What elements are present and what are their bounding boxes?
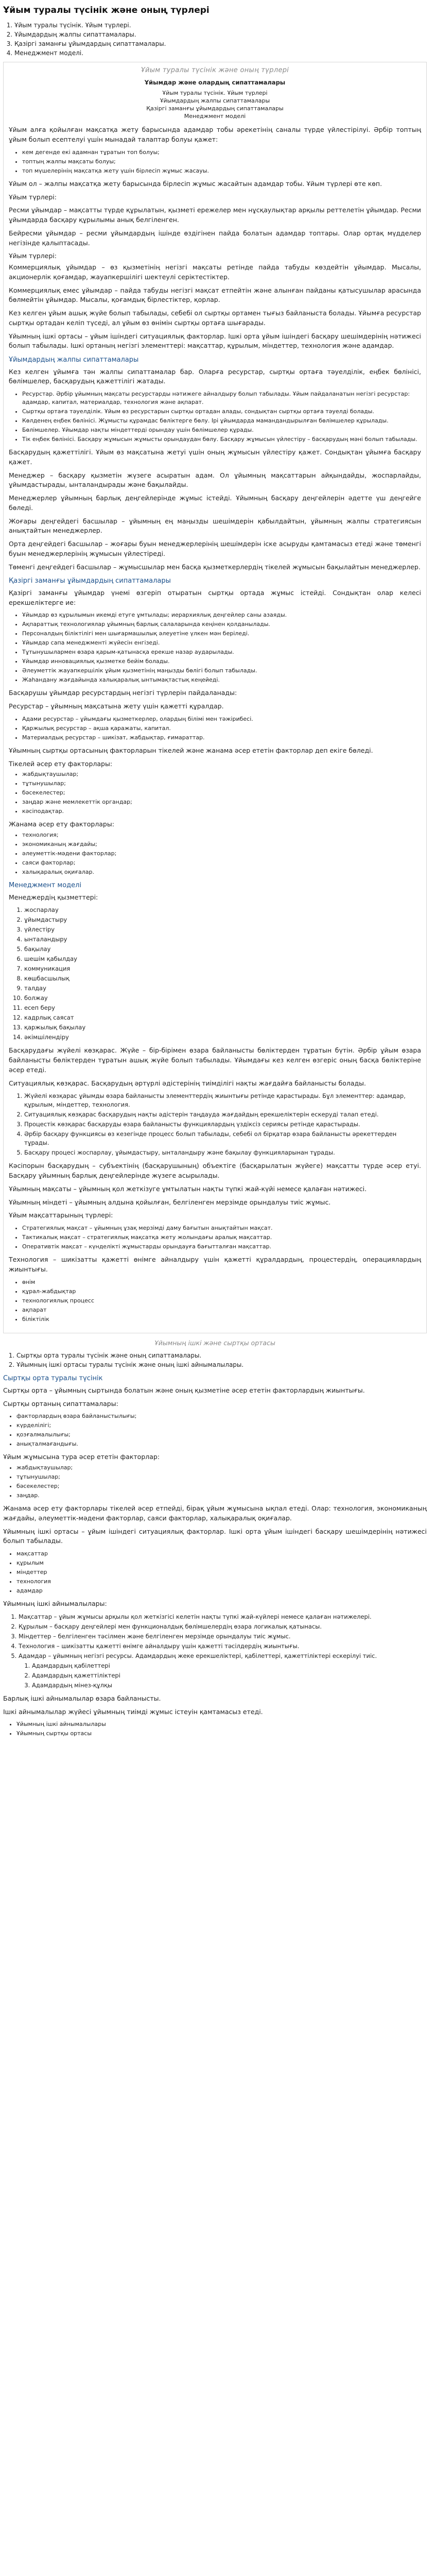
toc-item: 3. Қазіргі заманғы ұйымдардың сипаттамалары. [14,39,427,48]
list-item: • Ұйымдар өз құрылымын икемді етуге ұмтылады; иерархиялық деңгейлер саны азаяды. [22,611,421,619]
list-item: 4. Әрбір басқару функциясы өз кезегінде процесс болып табылады, себебі ол бірқатар өзара байланысты әрекеттерден тұрады. [24,1130,421,1147]
list-item: • Көлденең еңбек бөлінісі. Жұмысты құрамдас бөліктерге бөлу. Ірі ұйымдарда мамандандырылған бөлімшелер құрылады. [22,417,421,425]
list-item: • құрылым [16,1559,427,1567]
paragraph: Коммерциялық ұйымдар – өз қызметінің негізгі мақсаты ретінде пайда табуды көздейтін ұйымдар. Мысалы, акционерлік қоғамдар, жауапкершілігі шектеулі серіктестіктер. [9,263,421,281]
paragraph: Ресми ұйымдар – мақсатты түрде құрылатын, қызметі ережелер мен нұсқаулықтар арқылы реттелетін ұйымдар. Ресми ұйымдарда басқару құрылымы анық белгіленген. [9,206,421,224]
bullet-list [3,1550,427,1595]
list-item: 3. Міндеттер – белгіленген тәсілмен және белгіленген мерзімде орындалуы тиіс жұмыс. [19,1632,427,1641]
list-item: 1. Адамдардың қабілеттері [32,1662,427,1670]
list-item: • халықаралық оқиғалар. [22,868,421,876]
section-divider-title: Ұйымның ішкі және сыртқы ортасы [154,1338,275,1347]
paragraph: Барлық ішкі айнымалылар өзара байланысты. [3,1694,161,1702]
list-item: • қозғалмалылығы; [16,1431,427,1439]
paragraph: Ұйымның ішкі айнымалылары: [3,1600,107,1607]
list-item: 11. есеп беру [24,1004,421,1012]
bullet-list [9,148,421,175]
numbered-list [9,906,421,1042]
list-item: • Бөлімшелер. Ұйымдар нақты міндеттерді орындау үшін бөлімшелер құрады. [22,426,421,434]
list-item: 13. қаржылық бақылау [24,1023,421,1032]
list-item: • жабдықтаушылар; [16,1464,427,1472]
list-item: • экономиканың жағдайы; [22,840,421,849]
paragraph: Ұйымның сыртқы ортасының факторларын тікелей және жанама әсер ететін факторлар деп екіге бөледі. [9,746,373,754]
paragraph: Ұйымның ішкі ортасы – ұйым ішіндегі ситуациялық факторлар. Ішкі орта ұйым ішіндегі басқару шешімдерінің нәтижесі болып табылады. Ішкі ортаның негізгі элементтері: мақсаттар, құрылым, міндеттер, технология және адамдар. [9,332,421,350]
list-item: • тұтынушылар; [22,779,421,788]
list-item: 14. әкімшілендіру [24,1033,421,1042]
list-item: • заңдар. [16,1492,427,1500]
list-item: 2. Құрылым – басқару деңгейлері мен функционалдық бөлімшелердің өзара логикалық қатынасы. [19,1622,427,1631]
paragraph: Жанама әсер ету факторлары тікелей әсер етпейді, бірақ ұйым жұмысына ықпал етеді. Олар: технология, экономиканың жағдайы, әлеуметтік-мәдени факторлар, саяси факторлар, халықаралық оқиғалар. [3,1504,427,1522]
list-item: • біліктілік [22,1315,421,1324]
list-item: • Адами ресурстар – ұйымдағы қызметкерлер, олардың білімі мен тәжірибесі. [22,715,421,723]
list-item: • заңдар және мемлекеттік органдар; [22,798,421,806]
paragraph: Ұйымның ішкі ортасы – ұйым ішіндегі ситуациялық факторлар. Ішкі орта ұйым ішіндегі басқару шешімдерінің нәтижесі болып табылады. [3,1527,427,1545]
list-item: • Тұтынушылармен өзара қарым-қатынасқа ерекше назар аударылады. [22,648,421,656]
section-heading: Менеджмент моделі [9,882,82,889]
table-of-contents [3,21,427,58]
list-item: 1. Мақсаттар – ұйым жұмысы арқылы қол жеткізгісі келетін нақты түпкі жай-күйлері немесе қалаған нәтижелері. [19,1613,427,1621]
bullet-list [9,1224,421,1251]
paragraph: Сыртқы орта – ұйымның сыртында болатын және оның қызметіне әсер ететін факторлардың жиынтығы. [3,1386,365,1394]
list-item: 2. ұйымдастыру [24,916,421,924]
paragraph: Коммерциялық емес ұйымдар – пайда табуды негізгі мақсат етпейтін және алынған пайданы қатысушылар арасында бөлмейтін ұйымдар. Мысалы, қоғамдық бірлестіктер, қорлар. [9,286,421,304]
list-item: • Әлеуметтік жауапкершілік ұйым қызметінің маңызды бөлігі болып табылады. [22,667,421,675]
paragraph: Менеджер – басқару қызметін жүзеге асыратын адам. Ол ұйымның мақсаттарын айқындайды, жоспарлайды, ұйымдастырады, ынталандырады және бақылайды. [9,471,421,489]
section-heading: Қазіргі заманғы ұйымдардың сипаттамалары [9,577,171,585]
paragraph: Сыртқы ортаның сипаттамалары: [3,1399,118,1408]
bullet-list [9,1278,421,1324]
paragraph: Технология – шикізатты қажетті өнімге айналдыру үшін қажетті құралдардың, процестердің, операциялардың жиынтығы. [9,1256,421,1273]
bullet-list [9,770,421,816]
list-item: • факторлардың өзара байланыстылығы; [16,1412,427,1420]
list-item: • ақпарат [22,1306,421,1314]
list-item: • бәсекелестер; [16,1482,427,1490]
list-item: 5. бақылау [24,945,421,954]
list-item: 7. коммуникация [24,964,421,973]
plan-item: Ұйымдардың жалпы сипаттамалары [160,97,270,105]
list-item: • Қаржылық ресурстар – ақша қаражаты, капитал. [22,724,421,733]
list-item: • технология [16,1578,427,1586]
list-item: • Ақпараттық технологиялар ұйымның барлық салаларында кеңінен қолданылады. [22,620,421,629]
numbered-list [9,1092,421,1157]
paragraph: Кез келген ұйымға тән жалпы сипаттамалар бар. Оларға ресурстар, сыртқы ортаға тәуелділік, еңбек бөлінісі, бөлімшелер, басқарудың қажеттілігі жатады. [9,367,421,385]
list-item: • Ұйымдар сапа менеджменті жүйесін енгізеді. [22,639,421,647]
paragraph: Ұйым түрлері: [9,193,57,201]
section-heading: Сыртқы орта туралы түсінік [3,1375,103,1383]
bullet-list [9,831,421,876]
section-heading: Жанама әсер ету факторлары: [9,820,114,828]
list-item: • Ұйымның сыртқы ортасы [16,1730,427,1738]
list-item: • Тактикалық мақсат – стратегиялық мақсатқа жету жолындағы аралық мақсаттар. [22,1233,421,1242]
list-item: • міндеттер [16,1568,427,1577]
list-item: • мақсаттар [16,1550,427,1558]
list-item: • адамдар [16,1587,427,1595]
list-item: • технология; [22,831,421,839]
section-heading: Ұйым жұмысына тура әсер ететін факторлар: [3,1453,160,1461]
paragraph: Ұйым ол – жалпы мақсатқа жету барысында бірлесіп жұмыс жасайтын адамдар тобы. Ұйым түрлері өте көп. [9,179,382,188]
list-item: 9. талдау [24,984,421,993]
paragraph: Ресурстар – ұйымның мақсатына жету үшін қажетті құралдар. [9,702,224,710]
list-item: 10. болжау [24,994,421,1003]
list-item [19,1652,427,1690]
list-item: 1. жоспарлау [24,906,421,914]
list-item: 5. Басқару процесі жоспарлау, ұйымдастыру, ынталандыру және бақылау функцияларынан тұрады. [24,1148,421,1157]
paragraph: Бейресми ұйымдар – ресми ұйымдардың ішінде өздігінен пайда болатын адамдар топтары. Олар ортақ мүдделер негізінде қалыптасады. [9,229,421,247]
paragraph: Менеджердің қызметтері: [9,893,98,901]
list-item: • топ мүшелерінің мақсатқа жету үшін бірлесіп жұмыс жасауы. [22,167,421,175]
paragraph: Ішкі айнымалылар жүйесі ұйымның тиімді жұмыс істеуін қамтамасыз етеді. [3,1707,263,1716]
list-item: 4. Технология – шикізатты қажетті өнімге айналдыру үшін қажетті тәсілдердің жиынтығы. [19,1642,427,1651]
lecture-block [3,62,427,1333]
paragraph: Ұйым мақсаттарының түрлері: [9,1211,113,1219]
list-item: • кәсіподақтар. [22,807,421,816]
list-item: • Жаһандану жағдайында халықаралық ынтымақтастық кеңейеді. [22,676,421,684]
list-item: • Оперативтік мақсат – күнделікті жұмыстарды орындауға бағытталған мақсаттар. [22,1243,421,1251]
bullet-list [3,1720,427,1738]
list-item: • бәсекелестер; [22,789,421,797]
paragraph: Төменгі деңгейдегі басшылар – жұмысшылар мен басқа қызметкерлердің тікелей жұмысын бақылайтын менеджерлер. [9,563,421,571]
section-heading: Ұйымдардың жалпы сипаттамалары [9,356,139,364]
list-item: • күрделілігі; [16,1421,427,1430]
nested-list [19,1662,427,1690]
list-item: • Ұйымның ішкі айнымалылары [16,1720,427,1728]
list-item: • құрал-жабдықтар [22,1287,421,1296]
list-item: 3. Адамдардың мінез-құлқы [32,1681,427,1690]
list-item: 8. көшбасшылық [24,974,421,983]
list-item: • Стратегиялық мақсат – ұйымның ұзақ мерзімді даму бағытын анықтайтын мақсат. [22,1224,421,1232]
list-item: • саяси факторлар; [22,859,421,867]
list-item: • тұтынушылар; [16,1473,427,1481]
plan-item: Ұйым туралы түсінік. Ұйым түрлері [162,90,268,97]
toc-item: 1. Ұйым туралы түсінік. Ұйым түрлері. [14,21,427,30]
paragraph: Орта деңгейдегі басшылар – жоғары буын менеджерлерінің шешімдерін іске асыруды қамтамасыз етеді және төменгі буын менеджерлерінің жұмысын үйлестіреді. [9,540,421,557]
paragraph: Кез келген ұйым ашық жүйе болып табылады, себебі ол сыртқы ортамен тығыз байланыста болады. Ұйымға ресурстар сыртқы ортадан келіп түседі, ал ұйым өз өнімін сыртқы ортаға шығарады. [9,309,421,327]
paragraph: Ұйымның мақсаты – ұйымның қол жеткізуге ұмтылатын нақты түпкі жай-күйі немесе қалаған нәтижесі. [9,1184,367,1193]
list-item: 3. үйлестіру [24,925,421,934]
list-item: • кем дегенде екі адамнан тұратын топ болуы; [22,148,421,157]
list-item: • өнім [22,1278,421,1286]
list-item: 4. ынталандыру [24,935,421,944]
list-item: • Ресурстар. Әрбір ұйымның мақсаты ресурстарды нәтижеге айналдыру болып табылады. Ұйым пайдаланатын негізгі ресурстар: адамдар, капитал, материалдар, технология және ақпарат. [22,390,421,406]
list-item: 3. Процестік көзқарас басқаруды өзара байланысты функциялардың үздіксіз сериясы ретінде қарастырады. [24,1120,421,1129]
list-item: • топтың жалпы мақсаты болуы; [22,158,421,166]
numbered-list [3,1613,427,1690]
block-plan-list [9,89,421,120]
paragraph: Басқарудың қажеттілігі. Ұйым өз мақсатына жетуі үшін оның жұмысын үйлестіру қажет. Сондықтан ұйымға басқару қажет. [9,448,421,466]
question-item: 1. Сыртқы орта туралы түсінік және оның сипаттамалары. [16,1351,427,1360]
paragraph: Басқарушы ұйымдар ресурстардың негізгі түрлерін пайдаланады: [9,689,237,697]
paragraph: Басқарудағы жүйелі көзқарас. Жүйе – бір-бірімен өзара байланысты бөліктерден тұратын бүтін. Әрбір ұйым өзара байланысты бөліктерден тұратын ашық жүйе болып табылады. Ұйымдағы кез келген өзгеріс оның басқа бөліктеріне әсер етеді. [9,1046,421,1074]
plan-item: Менеджмент моделі [184,113,246,120]
toc-item: 4. Менеджмент моделі. [14,48,427,58]
document-title: Ұйым туралы түсінік және оның түрлері [3,5,210,15]
list-item: • Сыртқы ортаға тәуелділік. Ұйым өз ресурстарын сыртқы ортадан алады, сондықтан сыртқы ортаға тәуелді болады. [22,408,421,416]
list-item: 2. Ситуациялық көзқарас басқарудың нақты әдістерін таңдауда жағдайдың ерекшеліктерін ескеруді талап етеді. [24,1110,421,1119]
paragraph: Қазіргі заманғы ұйымдар үнемі өзгеріп отыратын сыртқы ортада жұмыс істейді. Сондықтан олар келесі ерекшеліктерге ие: [9,588,421,606]
bullet-list [9,611,421,684]
list-item: 12. кадрлық саясат [24,1013,421,1022]
paragraph: Ситуациялық көзқарас. Басқарудың әртүрлі әдістерінің тиімділігі нақты жағдайға байланысты болады. [9,1079,367,1087]
paragraph: Жоғары деңгейдегі басшылар – ұйымның ең маңызды шешімдерін қабылдайтын, ұйымның жалпы стратегиясын анықтайтын менеджерлер. [9,517,421,535]
list-item: • Материалдық ресурстар – шикізат, жабдықтар, ғимараттар. [22,734,421,742]
paragraph: Ұйым алға қойылған мақсатқа жету барысында адамдар тобы әрекетінің саналы түрде үйлестірілуі. Әрбір топтың ұйым болып есептелуі үшін мынадай талаптар болуы қажет: [9,126,421,143]
list-item: • технологиялық процесс [22,1297,421,1305]
toc-item: 2. Ұйымдардың жалпы сипаттамалары. [14,30,427,39]
paragraph: Кәсіпорын басқарудың – субъектінің (басқарушының) объектіге (басқарылатын жүйеге) мақсатты түрде әсер етуі. Басқару ұйымның барлық деңгейлерінде жүзеге асырылады. [9,1162,421,1179]
list-item: • Ұйымдар инновациялық қызметке бейім болады. [22,657,421,666]
plan-item: Қазіргі заманғы ұйымдардың сипаттамалары [146,105,284,112]
list-item-text: Адамдар – ұйымның негізгі ресурсы. Адамдардың жеке ерекшеліктері, қабілеттері, қажеттіліктері ескерілуі тиіс. [19,1652,377,1659]
bullet-list [3,1464,427,1500]
list-item: 6. шешім қабылдау [24,955,421,963]
list-item: • Тік еңбек бөлінісі. Басқару жұмысын жұмысты орындаудан бөлу. Басқару жұмысын үйлестіру – басқарудың мәні болып табылады. [22,435,421,444]
list-item: • Персоналдың біліктілігі мен шығармашылық әлеуетіне үлкен мән беріледі. [22,630,421,638]
list-item: • жабдықтаушылар; [22,770,421,778]
bullet-list [3,1412,427,1448]
bullet-list [9,715,421,742]
bullet-list [9,390,421,444]
section-heading: Тікелей әсер ету факторлары: [9,759,113,768]
list-item: 1. Жүйелі көзқарас ұйымды өзара байланысты элементтердің жиынтығы ретінде қарастырады. Бұл элементтер: адамдар, құрылым, міндеттер, технология. [24,1092,421,1109]
paragraph: Менеджерлер ұйымның барлық деңгейлерінде жұмыс істейді. Ұйымның басқару деңгейлерін әдетте үш деңгейге бөледі. [9,494,421,512]
question-item: 2. Ұйымның ішкі ортасы туралы түсінік және оның ішкі айнымалылары. [16,1360,427,1369]
list-item: • анықталмағандығы. [16,1440,427,1448]
question-list [3,1351,427,1369]
section-heading: Ұйым түрлері: [9,252,57,260]
list-item: 2. Адамдардың қажеттіліктері [32,1671,427,1680]
paragraph: Ұйымның міндеті – ұйымның алдына қойылған, белгіленген мерзімде орындалуы тиіс жұмыс. [9,1198,331,1206]
list-item: • әлеуметтік-мәдени факторлар; [22,850,421,858]
block-title: Ұйым туралы түсінік және оның түрлері [141,66,289,74]
block-subtitle: Ұйымдар және олардың сипаттамалары [144,79,286,86]
